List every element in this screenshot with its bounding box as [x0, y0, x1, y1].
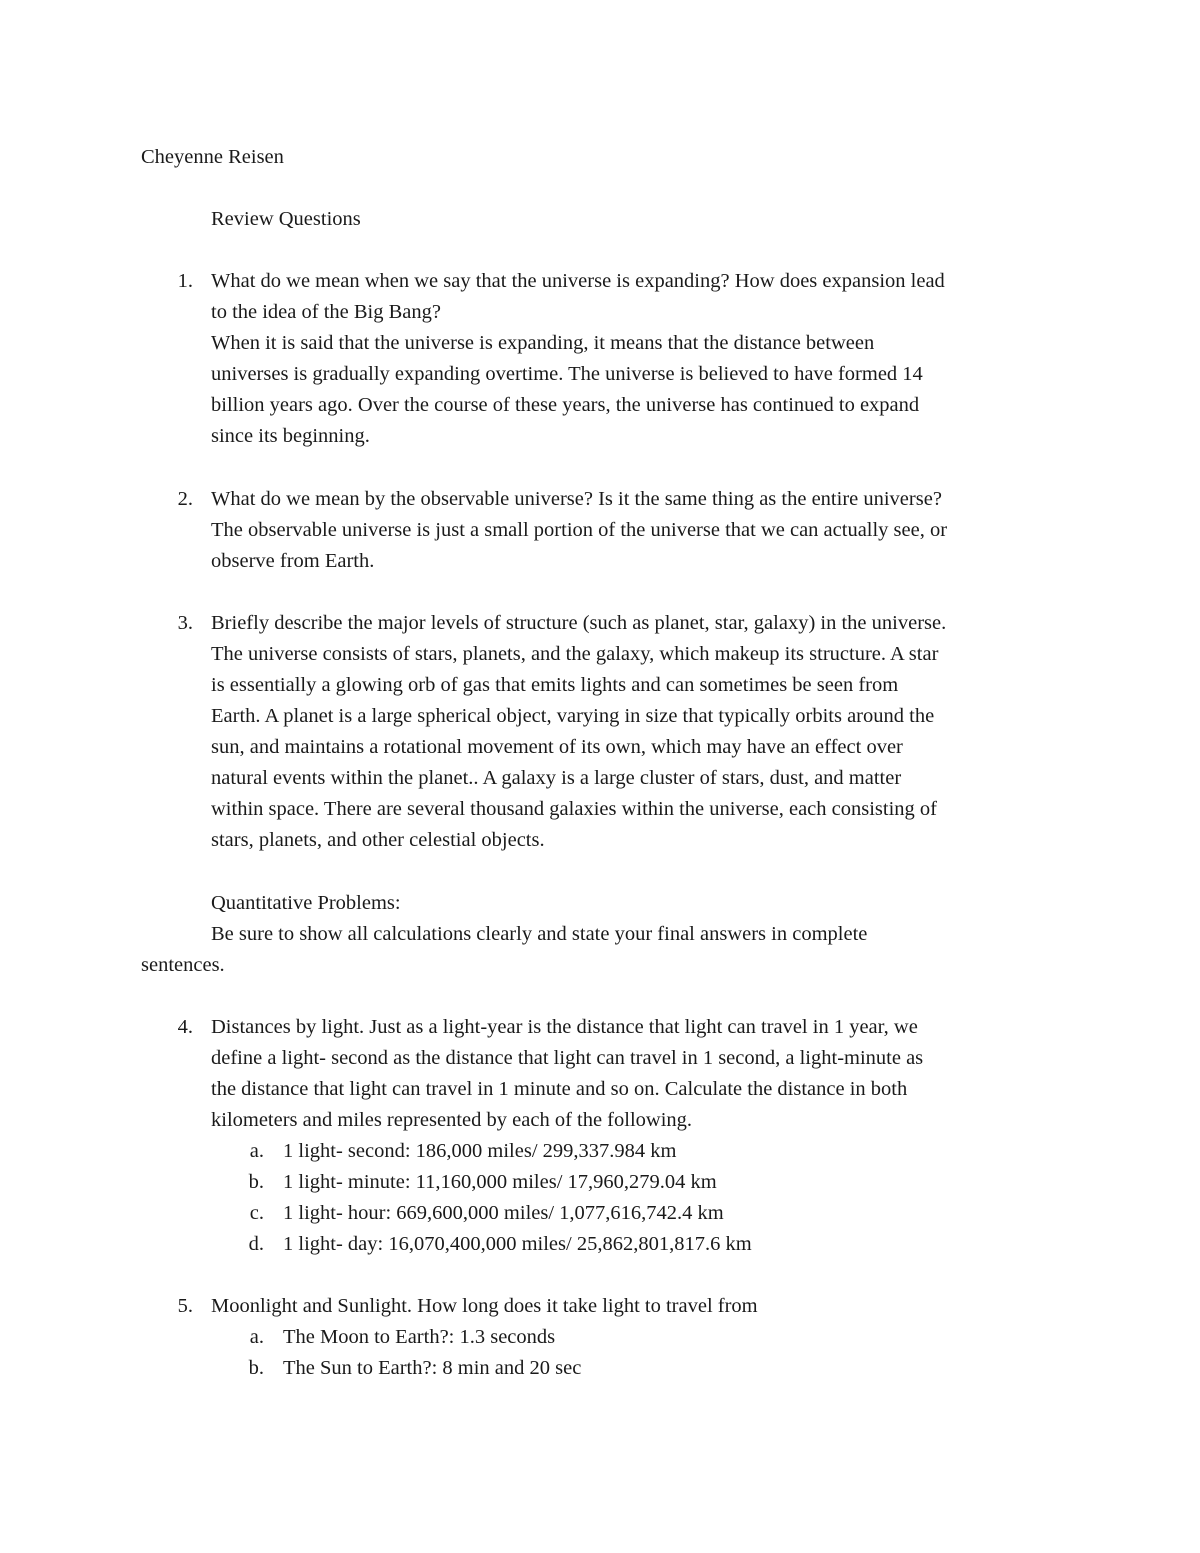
answer-line: universes is gradually expanding overtime. The universe is believed to have formed 14	[211, 363, 923, 385]
question-number: 2.	[177, 488, 193, 510]
answer-line: billion years ago. Over the course of these years, the universe has continued to expand	[211, 394, 920, 416]
answer-line: within space. There are several thousand galaxies within the universe, each consisting of	[211, 798, 937, 820]
section-title: Review Questions	[211, 208, 361, 230]
answer-line: The observable universe is just a small portion of the universe that we can actually see, or	[211, 519, 948, 541]
subitem-answer: 1 light- day: 16,070,400,000 miles/ 25,862,801,817.6 km	[283, 1233, 752, 1255]
question-line: What do we mean when we say that the universe is expanding? How does expansion lead	[211, 270, 945, 292]
subitem-answer: 1 light- hour: 669,600,000 miles/ 1,077,616,742.4 km	[283, 1202, 724, 1224]
problem-line: the distance that light can travel in 1 minute and so on. Calculate the distance in both	[211, 1078, 908, 1100]
answer-line: stars, planets, and other celestial objects.	[211, 829, 545, 851]
question-line: What do we mean by the observable universe? Is it the same thing as the entire universe?	[211, 488, 942, 510]
problem-number: 4.	[177, 1016, 193, 1038]
answer-line: since its beginning.	[211, 425, 370, 447]
subitem-answer: The Moon to Earth?: 1.3 seconds	[283, 1326, 556, 1348]
author-name: Cheyenne Reisen	[141, 146, 284, 168]
subitem-letter: b.	[248, 1171, 264, 1193]
answer-line: When it is said that the universe is expanding, it means that the distance between	[211, 332, 875, 354]
question-number: 1.	[177, 270, 193, 292]
problem-line: kilometers and miles represented by each of the following.	[211, 1109, 693, 1131]
question-line: to the idea of the Big Bang?	[211, 301, 441, 323]
subitem-letter: d.	[248, 1233, 264, 1255]
subitem-letter: c.	[249, 1202, 264, 1224]
answer-line: Earth. A planet is a large spherical object, varying in size that typically orbits around the	[211, 705, 935, 727]
subitem-answer: 1 light- minute: 11,160,000 miles/ 17,960,279.04 km	[283, 1171, 717, 1193]
answer-line: sun, and maintains a rotational movement of its own, which may have an effect over	[211, 736, 903, 758]
subitem-answer: The Sun to Earth?: 8 min and 20 sec	[283, 1357, 582, 1379]
problem-line: Moonlight and Sunlight. How long does it take light to travel from	[211, 1295, 758, 1317]
question-line: Briefly describe the major levels of structure (such as planet, star, galaxy) in the universe.	[211, 612, 947, 634]
quantitative-instruction: Be sure to show all calculations clearly and state your final answers in complete	[211, 923, 868, 945]
answer-line: observe from Earth.	[211, 550, 375, 572]
quantitative-instruction: sentences.	[141, 954, 225, 976]
answer-line: natural events within the planet.. A galaxy is a large cluster of stars, dust, and matter	[211, 767, 902, 789]
question-number: 3.	[177, 612, 193, 634]
subitem-letter: a.	[249, 1326, 264, 1348]
answer-line: is essentially a glowing orb of gas that emits lights and can sometimes be seen from	[211, 674, 899, 696]
subitem-letter: a.	[249, 1140, 264, 1162]
subitem-answer: 1 light- second: 186,000 miles/ 299,337.984 km	[283, 1140, 677, 1162]
quantitative-heading: Quantitative Problems:	[211, 892, 401, 914]
problem-number: 5.	[177, 1295, 193, 1317]
answer-line: The universe consists of stars, planets, and the galaxy, which makeup its structure. A star	[211, 643, 939, 665]
subitem-letter: b.	[248, 1357, 264, 1379]
problem-line: define a light- second as the distance that light can travel in 1 second, a light-minute as	[211, 1047, 924, 1069]
problem-line: Distances by light. Just as a light-year is the distance that light can travel in 1 year, we	[211, 1016, 918, 1038]
